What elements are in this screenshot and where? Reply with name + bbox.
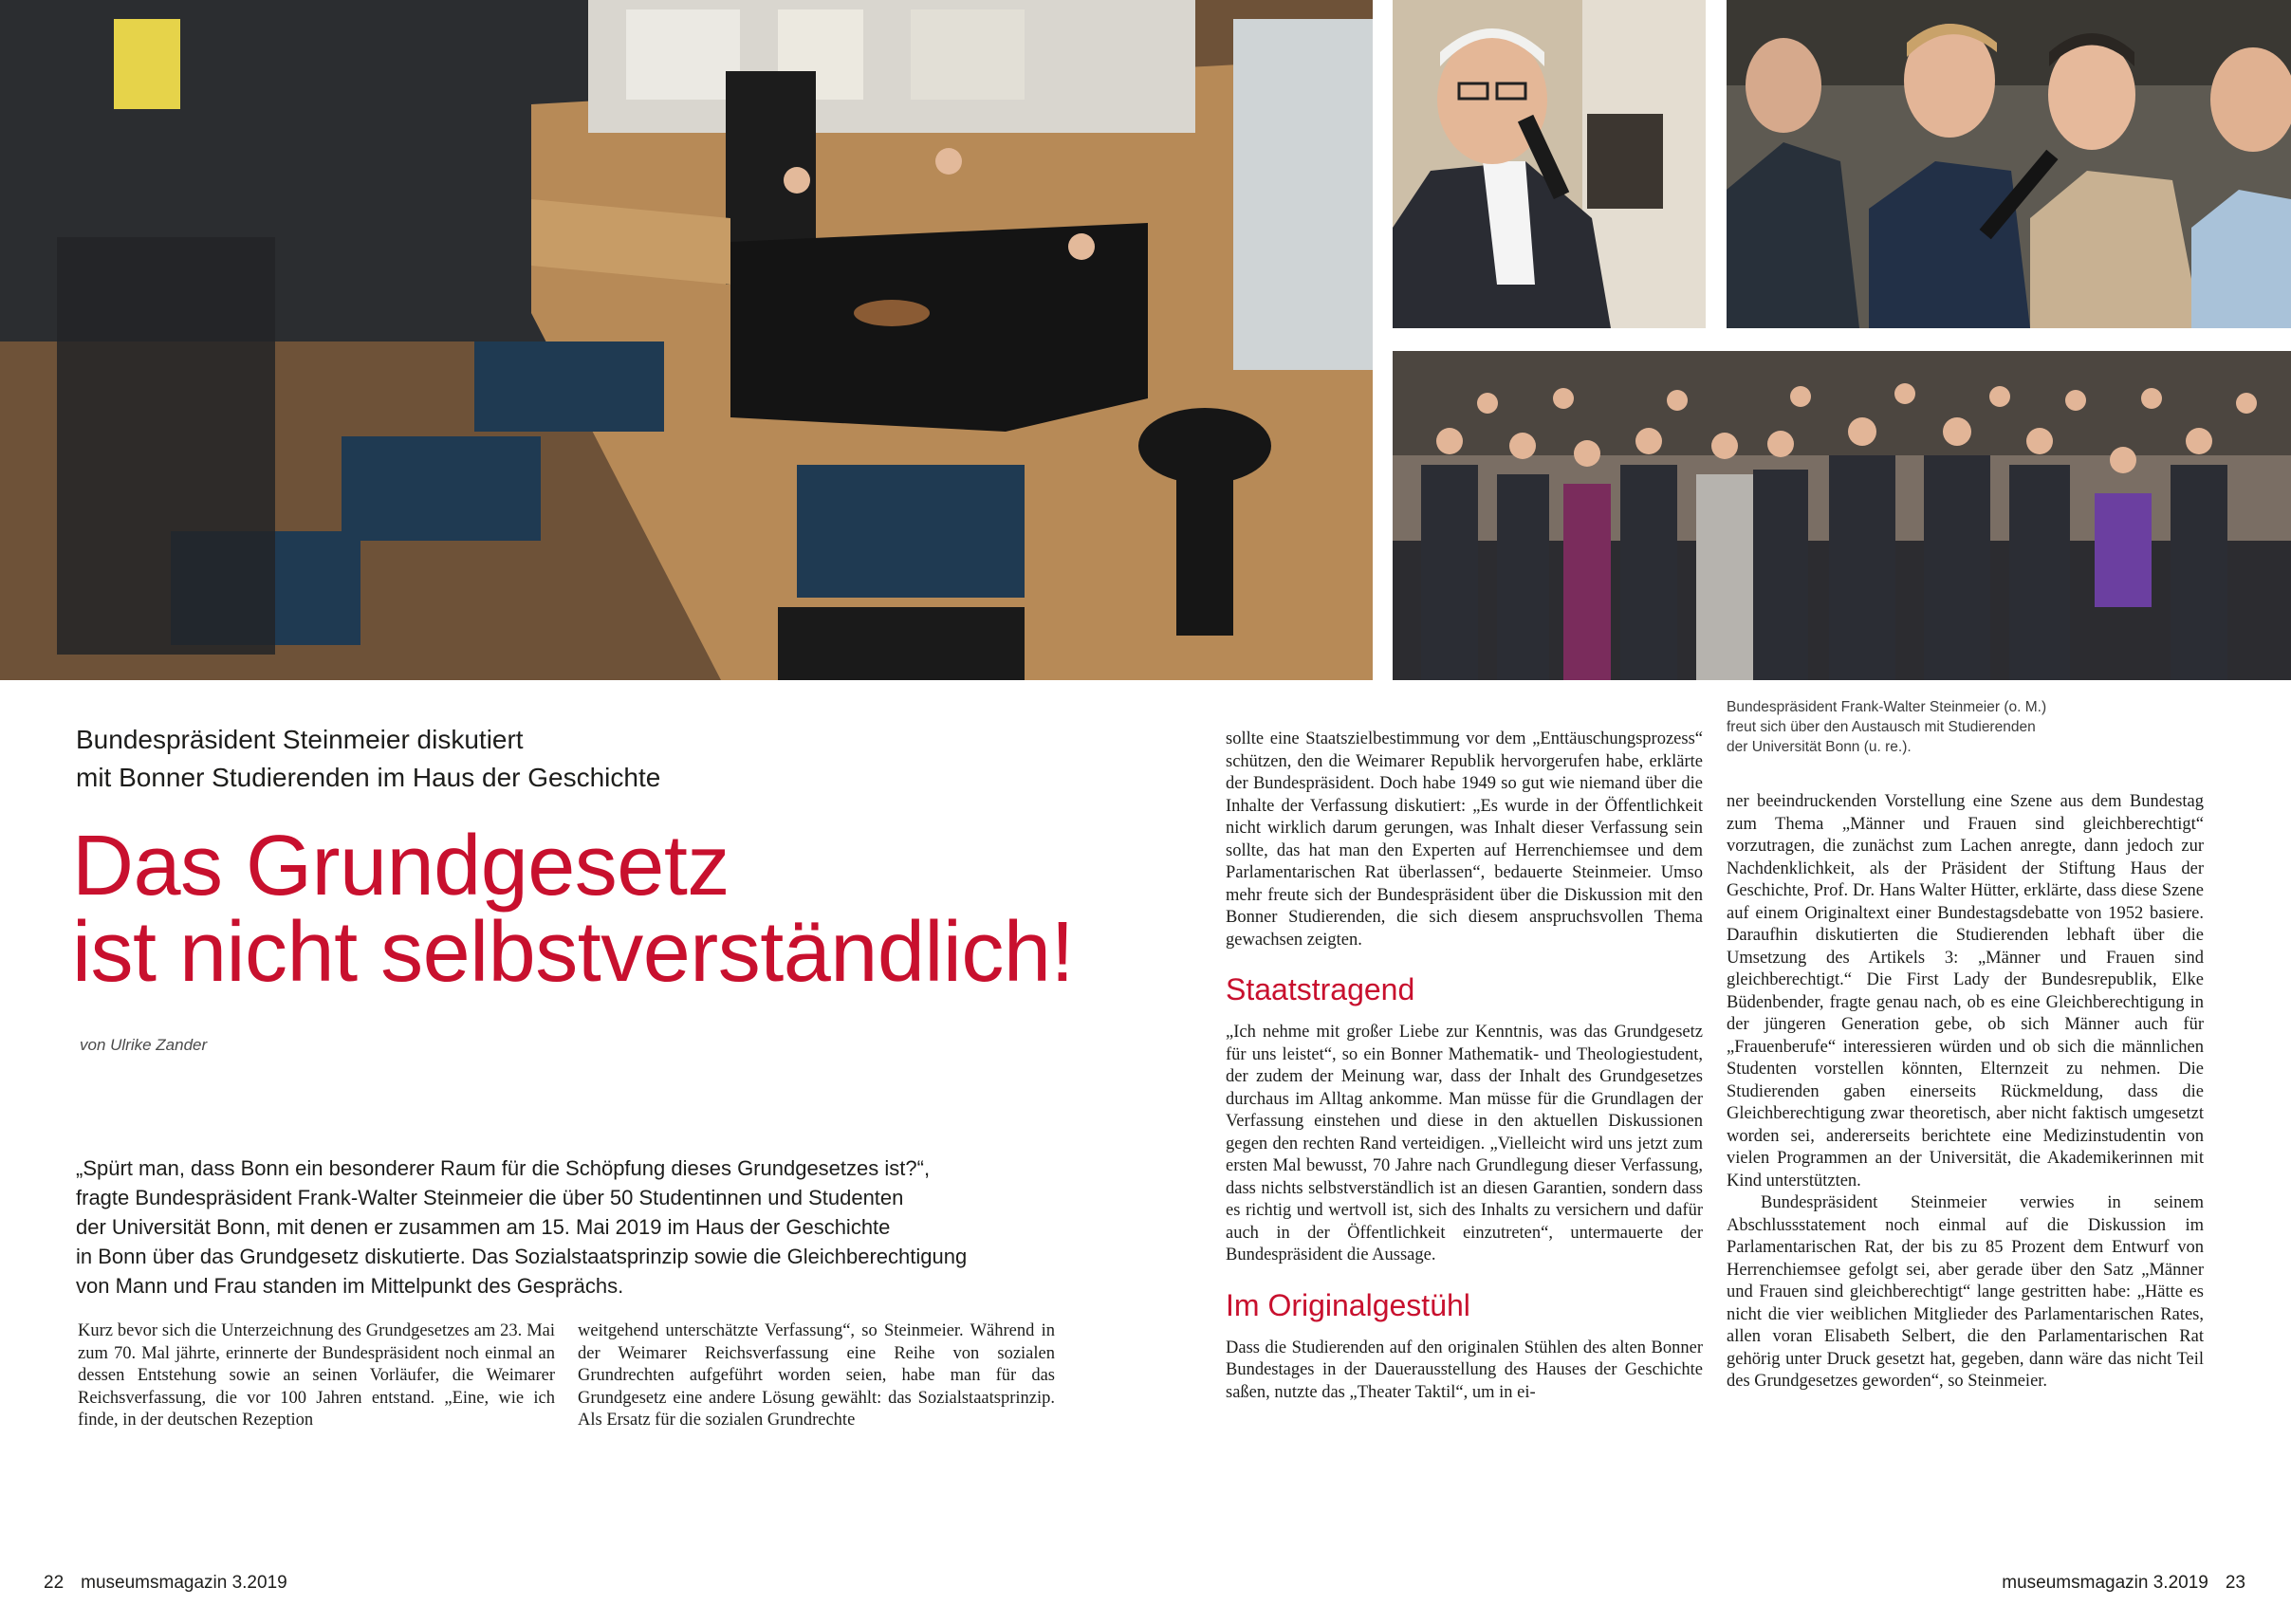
body-paragraph: ner beeindruckenden Vorstellung eine Szene aus dem Bundestag zum Thema „Männer und Frauen sind gleichberechtigt“ vorzutragen, die zunächst zum Lachen anregte, dann jedoch zur Nachdenklichkeit, als der Präsident der Stiftung Haus der Geschichte, Prof. Dr. Hans Walter Hütter, erklärte, dass diese Szene auf einem Originaltext einer Bundestagsdebatte von 1952 basiere. Daraufhin diskutierten die Studierenden lebhaft über die Umsetzung des Artikels 3: „Männer und Frauen sind gleichberechtigt.“ Die First Lady der Bundesrepublik, Elke Büdenbender, fragte genau nach, ob es eine Gleichberechtigung in der jüngeren Generation gebe, ob sich Männer auch für „Frauenberufe“ interessieren würden und ob sich die männlichen Studenten vorstellen könnten, Elternzeit zu nehmen. Die Studierenden gaben einerseits Rückmeldung, dass die Gleichberechtigung zwar theoretisch, aber nicht faktisch umgesetzt worden sei, andererseits berichtete eine Medizinstudentin von vielen Programmen an der Universität, die Akademikerinnen mit Kind unterstützten. bbox=[1727, 792, 2204, 1190]
body-paragraph: sollte eine Staatszielbestimmung vor dem „Enttäuschungsprozess“ schützen, den die Weimarer Republik hervorgerufen habe, erklärte der Bundespräsident. Doch habe 1949 so gut wie niemand über die Inhalte der Verfassung diskutiert: „Es wurde in der Öffentlichkeit nicht wirklich darum gerungen, was Inhalt dieser Verfassung sein sollte, das hat man den Experten auf Herrenchiemsee und dem Parlamentarischen Rat überlassen“, bedauerte Steinmeier. Umso mehr freute sich der Bundespräsident über die Diskussion mit den Bonner Studierenden, die sich diesem anspruchsvollen Thema gewachsen zeigten. bbox=[1226, 729, 1703, 950]
photo-group-portrait bbox=[1393, 351, 2291, 680]
body-column-3 bbox=[1226, 729, 1703, 1404]
subtitle-line: Bundespräsident Steinmeier diskutiert bbox=[76, 725, 524, 754]
photo-speaker-microphone bbox=[1393, 0, 1706, 328]
caption-line: freut sich über den Austausch mit Studierenden bbox=[1727, 719, 2036, 735]
body-paragraph: weitgehend unterschätzte Verfassung“, so Steinmeier. Während in der Weimarer Reichsverfassung eine Reihe von sozialen Grundrechten aufgeführt worden seien, habe man für das Grundgesetz eine andere Lösung gewählt: das Sozialstaatsprinzip. Als Ersatz für die sozialen Grundrechte bbox=[578, 1321, 1055, 1430]
intro-line: der Universität Bonn, mit denen er zusammen am 15. Mai 2019 im Haus der Geschichte bbox=[76, 1215, 891, 1239]
caption-line: Bundespräsident Frank-Walter Steinmeier (o. M.) bbox=[1727, 699, 2047, 715]
section-heading: Im Originalgestühl bbox=[1226, 1287, 1470, 1322]
body-column-4 bbox=[1727, 791, 2204, 1393]
page-number: 23 bbox=[2225, 1573, 2245, 1593]
footer-left bbox=[44, 1573, 287, 1594]
intro-line: von Mann und Frau standen im Mittelpunkt des Gesprächs. bbox=[76, 1274, 624, 1298]
magazine-issue: museumsmagazin 3.2019 bbox=[2002, 1573, 2208, 1593]
subtitle-line: mit Bonner Studierenden im Haus der Geschichte bbox=[76, 763, 661, 792]
intro-line: „Spürt man, dass Bonn ein besonderer Raum für die Schöpfung dieses Grundgesetzes ist?“, bbox=[76, 1156, 931, 1180]
author-byline: von Ulrike Zander bbox=[80, 1036, 208, 1054]
intro-line: fragte Bundespräsident Frank-Walter Steinmeier die über 50 Studentinnen und Studenten bbox=[76, 1186, 904, 1209]
article-subtitle bbox=[76, 721, 660, 797]
magazine-issue: museumsmagazin 3.2019 bbox=[81, 1573, 287, 1593]
body-paragraph: Dass die Studierenden auf den originalen Stühlen des alten Bonner Bundestages in der Dauerausstellung des Hauses der Geschichte saßen, nutzte das „Theater Taktil“, um in ei- bbox=[1226, 1338, 1703, 1402]
body-column-2 bbox=[578, 1320, 1055, 1432]
headline-line: Das Grundgesetz bbox=[72, 819, 730, 914]
section-heading: Staatstragend bbox=[1226, 972, 1415, 1006]
caption-line: der Universität Bonn (u. re.). bbox=[1727, 739, 1912, 755]
intro-line: in Bonn über das Grundgesetz diskutierte. Das Sozialstaatsprinzip sowie die Gleichberechtigung bbox=[76, 1245, 968, 1268]
body-column-1 bbox=[78, 1320, 555, 1432]
photo-caption bbox=[1727, 697, 2125, 757]
article-intro bbox=[76, 1153, 987, 1301]
footer-right bbox=[2002, 1573, 2245, 1594]
body-paragraph: „Ich nehme mit großer Liebe zur Kenntnis, was das Grundgesetz für uns leistet“, so ein Bonner Mathematik- und Theologiestudent, der zudem der Meinung war, dass der Inhalt des Grundgesetzes durchaus im Alltag ankomme. Man müsse für die Grundlagen der Verfassung einstehen und diese in den aktuellen Diskussionen gegen den rechten Rand verteidigen. „Vielleicht wird uns jetzt zum ersten Mal bewusst, 70 Jahre nach Grundlegung dieser Verfassung, dass nichts selbstverständlich ist an diesen Garantien, sondern dass es richtig und wertvoll ist, sich des Inhalts zu versichern und dafür auch in der Öffentlichkeit einzutreten“, untermauerte der Bundespräsident die Aussage. bbox=[1226, 1023, 1703, 1264]
photo-students-discussion bbox=[1727, 0, 2291, 328]
headline-line: ist nicht selbstverständlich! bbox=[72, 905, 1074, 1000]
body-paragraph: Kurz bevor sich die Unterzeichnung des Grundgesetzes am 23. Mai zum 70. Mal jährte, erinnerte der Bundespräsident noch einmal an dessen Entstehung sowie an seinen Vorläufer, die Weimarer Reichsverfassung, die vor 100 Jahren entstand. „Eine, wie ich finde, in der deutschen Rezeption bbox=[78, 1321, 555, 1430]
article-headline bbox=[72, 819, 1074, 1000]
photo-main-auditorium bbox=[0, 0, 1373, 680]
page-number: 22 bbox=[44, 1573, 65, 1593]
body-paragraph: Bundespräsident Steinmeier verwies in seinem Abschlussstatement noch einmal auf die Diskussion im Parlamentarischen Rat, der bis zu 85 Prozent dem Entwurf von Herrenchiemsee gefolgt sei, aber gerade über den Satz „Männer und Frauen sind gleichberechtigt“ lange gestritten habe: „Hätte es nicht die vier weiblichen Mitglieder des Parlamentarischen Rates, allen voran Elisabeth Selbert, die den Parlamentarischen Rat gehörig unter Druck gesetzt hat, gegeben, dann wäre das nicht Teil des Grundgesetzes geworden“, so Steinmeier. bbox=[1727, 1193, 2204, 1391]
